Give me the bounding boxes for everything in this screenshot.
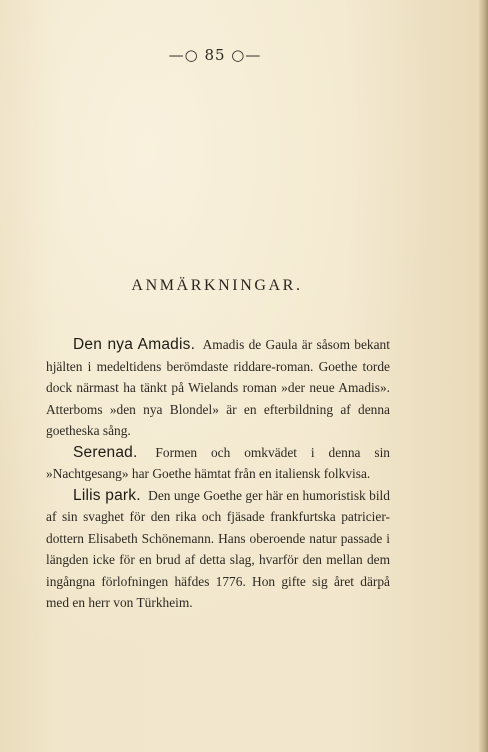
note-term: Lilis park. [73, 486, 141, 504]
page-edge-shadow [478, 0, 488, 752]
note-entry-den-nya-amadis [46, 334, 390, 442]
page-number: —○ 85 ○— [168, 46, 262, 64]
note-term: Den nya Amadis. [73, 336, 196, 353]
note-entry-serenad [46, 442, 390, 485]
note-text: Formen och omkvädet i denna sin »Nachtgesang» har Goethe hämtat från en italiensk folkvisa. [46, 444, 390, 481]
section-heading: ANMÄRKNINGAR. [131, 277, 303, 294]
note-text: Amadis de Gaula är såsom bekant hjälten i medeltidens berömdaste riddare-roman. Goethe torde dock närmast ha tänkt på Wielands roman »der neue Amadis». Atterboms »den nya Blondel» är en efterbildning af denna goetheska sång. [46, 337, 390, 438]
note-text: Den unge Goethe ger här en humoristisk bild af sin svaghet för den rika och fjäsade frankfurtska patricier-dottern Elisabeth Schönemann. Hans oberoende natur passade i längden icke för en brud af detta slag, hvarför den mellan dem ingångna förlofningen häfdes 1776. Hon gifte sig året därpå med en herr von Türkheim. [46, 487, 390, 610]
notes-body [46, 334, 390, 614]
note-term: Serenad. [73, 443, 138, 461]
note-entry-lilis-park [46, 485, 390, 614]
